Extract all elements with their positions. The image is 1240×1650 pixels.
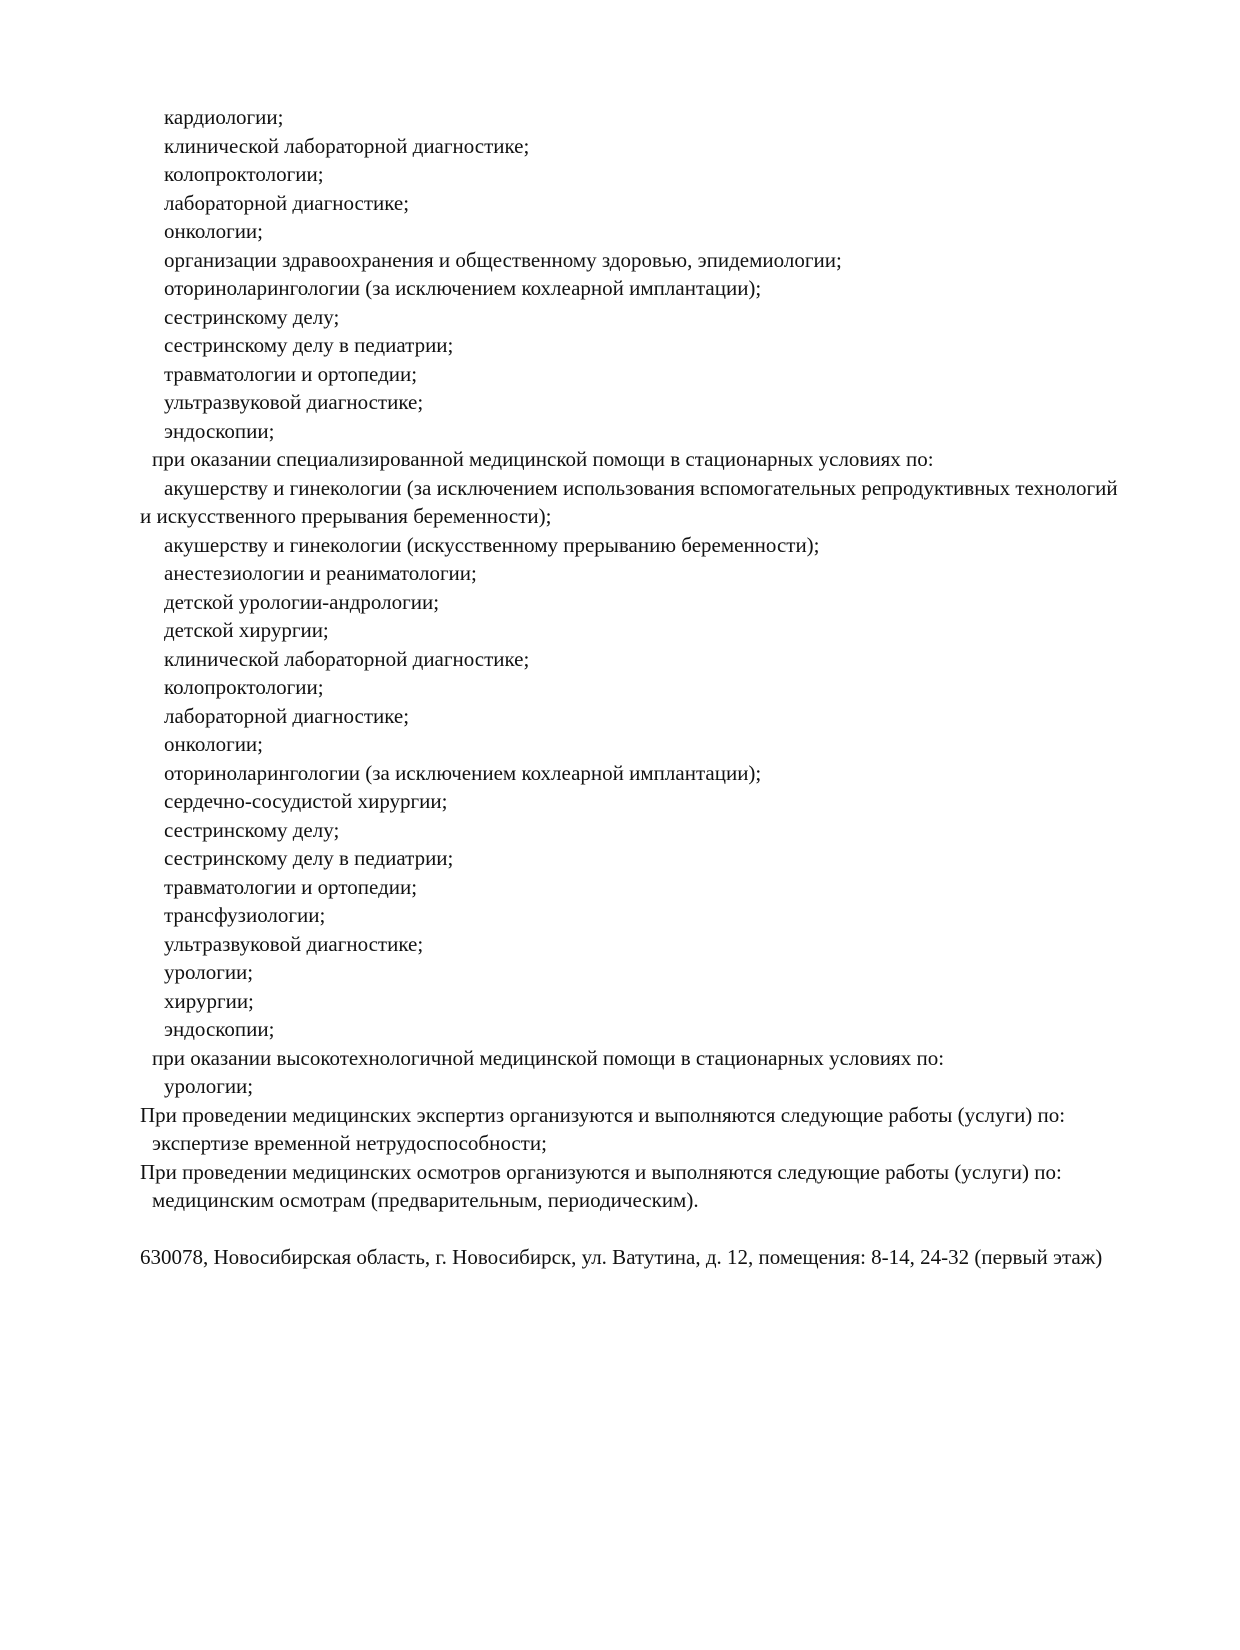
list-item: сестринскому делу в педиатрии; [164,333,454,357]
list-item: трансфузиологии; [164,903,326,927]
list-item: клинической лабораторной диагностике; [164,133,530,158]
list-item: хирургии; [164,988,254,1013]
list-item: клинической лабораторной диагностике; [164,646,530,671]
list-item: травматологии и ортопедии; [164,361,418,386]
section-heading-expertise: При проведении медицинских экспертиз организуются и выполняются следующие работы (услуги) по: [140,1102,1066,1127]
list-item: урологии; [164,960,254,984]
section-heading-high-tech: при оказании высокотехнологичной медицинской помощи в стационарных условиях по: [152,1045,945,1070]
document-page [140,103,1120,1271]
list-item: ультразвуковой диагностике; [164,390,424,414]
spacer [140,1215,1120,1243]
list-item: оториноларингологии (за исключением кохлеарной имплантации); [164,276,762,300]
list-item: детской урологии-андрологии; [164,589,440,614]
section-heading-specialized: при оказании специализированной медицинской помощи в стационарных условиях по: [152,447,934,471]
list-item: оториноларингологии (за исключением кохлеарной имплантации); [164,760,762,785]
section-heading-exams: При проведении медицинских осмотров организуются и выполняются следующие работы (услуги) по: [140,1159,1062,1184]
list-item: анестезиологии и реаниматологии; [164,561,477,585]
list-item: эндоскопии; [164,1017,275,1041]
list-item: сестринскому делу; [164,817,340,842]
list-item: кардиологии; [164,105,284,129]
list-item: сестринскому делу в педиатрии; [164,846,454,870]
list-item: онкологии; [164,219,264,243]
list-item: ультразвуковой диагностике; [164,931,424,956]
list-item: лабораторной диагностике; [164,703,410,728]
list-item: сестринскому делу; [164,304,340,329]
list-item: организации здравоохранения и общественному здоровью, эпидемиологии; [164,247,842,272]
list-item: лабораторной диагностике; [164,190,410,215]
list-item: эндоскопии; [164,418,275,443]
list-item: акушерству и гинекологии (за исключением использования вспомогательных репродуктивных технологий и искусственного прерывания беременности); [140,475,1118,528]
list-item: онкологии; [164,732,264,756]
list-item: детской хирургии; [164,618,329,642]
list-item: колопроктологии; [164,162,324,186]
list-item: акушерству и гинекологии (искусственному прерыванию беременности); [164,532,820,557]
list-item: экспертизе временной нетрудоспособности; [152,1131,547,1155]
list-item: медицинским осмотрам (предварительным, периодическим). [152,1188,699,1212]
list-item: травматологии и ортопедии; [164,874,418,899]
list-item: сердечно-сосудистой хирургии; [164,789,448,813]
list-item: урологии; [164,1074,254,1098]
list-item: колопроктологии; [164,675,324,699]
address: 630078, Новосибирская область, г. Новосибирск, ул. Ватутина, д. 12, помещения: 8-14, 24-32 (первый этаж) [140,1244,1103,1269]
